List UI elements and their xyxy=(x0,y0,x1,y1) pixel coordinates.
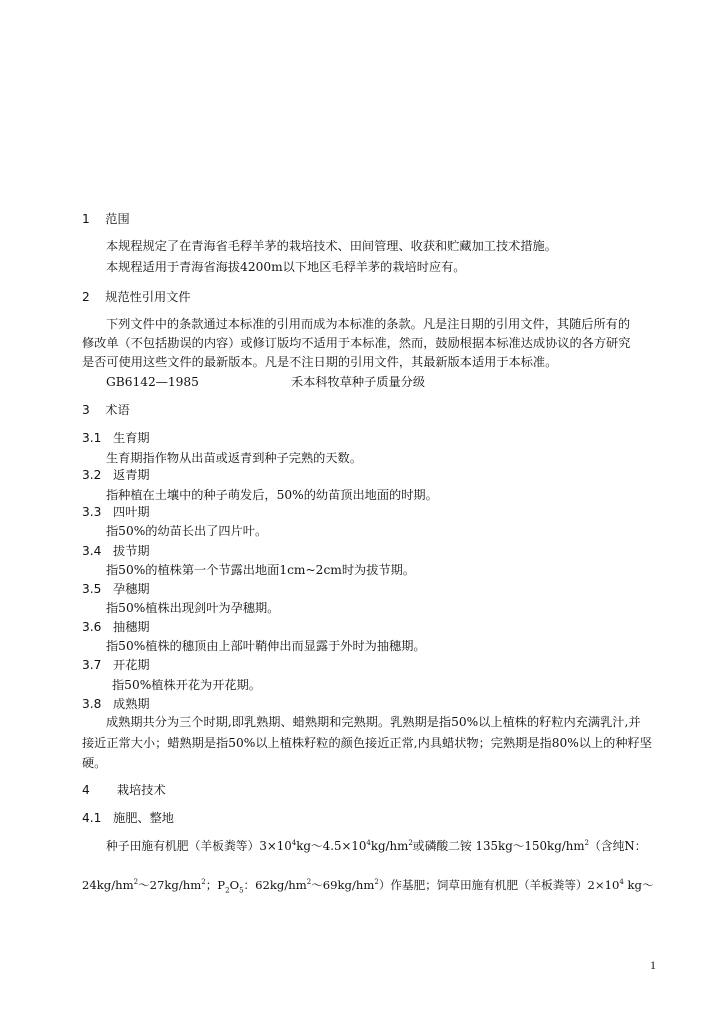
term-number: 3.6 xyxy=(82,620,102,634)
section-title: 术语 xyxy=(105,403,130,417)
term-heading xyxy=(82,619,150,635)
superscript: 4 xyxy=(291,839,297,848)
page-number: 1 xyxy=(650,958,656,972)
superscript: 4 xyxy=(619,878,624,887)
section-number: 1 xyxy=(82,212,90,226)
superscript: 2 xyxy=(408,839,413,848)
text-run: kg～ xyxy=(623,878,654,892)
term-heading xyxy=(82,581,150,597)
superscript: 2 xyxy=(306,878,312,887)
term-number: 3.2 xyxy=(82,468,102,482)
term-heading xyxy=(82,657,150,673)
section-number: 2 xyxy=(82,290,90,304)
text-run: 或磷酸二铵 135kg～150kg/hm xyxy=(412,839,585,853)
term-title: 返青期 xyxy=(113,468,150,482)
term-title: 四叶期 xyxy=(113,505,150,519)
superscript: 4 xyxy=(366,839,371,848)
superscript: 2 xyxy=(201,878,206,887)
section-number: 3 xyxy=(82,403,90,417)
term-title: 成熟期 xyxy=(113,697,150,711)
term-heading xyxy=(82,467,150,483)
paragraph-line: 是否可使用这些文件的最新版本。凡是不注日期的引用文件，其最新版本适用于本标准。 xyxy=(82,355,558,369)
reference-code: GB6142—1985 xyxy=(106,375,199,389)
term-definition: 指50%植株出现剑叶为孕穗期。 xyxy=(106,601,280,615)
section-heading-terms xyxy=(82,402,130,418)
reference-title: 禾本科牧草种子质量分级 xyxy=(291,375,426,389)
section-heading-scope xyxy=(82,211,130,227)
term-definition: 指50%的幼苗长出了四片叶。 xyxy=(106,524,268,538)
subsection-number: 4.1 xyxy=(82,811,102,825)
text-run: ～69kg/hm xyxy=(311,878,375,892)
term-heading xyxy=(82,543,150,559)
term-number: 3.7 xyxy=(82,658,102,672)
paragraph-line: 成熟期共分为三个时期,即乳熟期、蜡熟期和完熟期。乳熟期是指50%以上植株的籽粒内充满乳汁,并 xyxy=(106,715,641,729)
subsection-title: 施肥、整地 xyxy=(113,811,174,825)
term-title: 开花期 xyxy=(113,658,150,672)
paragraph: 本规程适用于青海省海拔4200m以下地区毛稃羊茅的栽培时应有。 xyxy=(106,260,466,274)
term-heading xyxy=(82,696,150,712)
text-run: 种子田施有机肥（羊板粪等）3×10 xyxy=(106,839,292,853)
paragraph-line xyxy=(106,838,647,854)
section-title: 规范性引用文件 xyxy=(105,290,191,304)
term-number: 3.3 xyxy=(82,505,102,519)
paragraph-line: 修改单（不包括勘误的内容）或修订版均不适用于本标准，然而，鼓励根据本标准达成协议的各方研究 xyxy=(82,336,631,350)
text-run: O xyxy=(229,878,240,892)
term-definition: 指50%植株开花为开花期。 xyxy=(112,678,261,692)
text-run: 24kg/hm xyxy=(82,878,134,892)
section-number: 4 xyxy=(82,783,90,797)
term-definition: 生育期指作物从出苗或返青到种子完熟的天数。 xyxy=(106,451,362,465)
text-run: ；P xyxy=(205,878,226,892)
term-title: 生育期 xyxy=(113,431,150,445)
paragraph-line xyxy=(82,877,654,893)
term-definition: 指50%植株的穗顶由上部叶鞘伸出而显露于外时为抽穗期。 xyxy=(106,639,426,653)
term-number: 3.4 xyxy=(82,544,102,558)
text-run: kg/hm xyxy=(370,839,409,853)
term-heading xyxy=(82,430,150,446)
term-title: 孕穗期 xyxy=(113,582,150,596)
term-definition: 指50%的植株第一个节露出地面1cm~2cm时为拔节期。 xyxy=(106,563,415,577)
superscript: 2 xyxy=(584,839,589,848)
reference-entry xyxy=(106,374,425,390)
term-number: 3.1 xyxy=(82,431,102,445)
term-number: 3.8 xyxy=(82,697,102,711)
section-title: 范围 xyxy=(105,212,130,226)
superscript: 2 xyxy=(133,878,139,887)
paragraph-line: 接近正常大小；蜡熟期是指50%以上植株籽粒的颜色接近正常,内具蜡状物；完熟期是指80%以上的种籽坚 xyxy=(82,736,652,750)
superscript: 2 xyxy=(374,878,379,887)
term-heading xyxy=(82,504,150,520)
term-number: 3.5 xyxy=(82,582,102,596)
text-run: （含纯N： xyxy=(589,839,647,853)
term-definition: 指种植在土壤中的种子萌发后，50%的幼苗顶出地面的时期。 xyxy=(106,488,438,502)
text-run: kg～4.5×10 xyxy=(296,839,367,853)
subsection-heading xyxy=(82,810,174,826)
term-title: 拔节期 xyxy=(113,544,150,558)
paragraph-line: 下列文件中的条款通过本标准的引用而成为本标准的条款。凡是注日期的引用文件，其随后所有的 xyxy=(106,317,631,331)
section-heading-normative xyxy=(82,289,191,305)
text-run: ：62kg/hm xyxy=(243,878,307,892)
text-run: ）作基肥；饲草田施有机肥（羊板粪等）2×10 xyxy=(378,878,620,892)
subscript: 2 xyxy=(225,886,230,895)
section-heading-cultivation xyxy=(82,782,166,798)
text-run: ～27kg/hm xyxy=(138,878,202,892)
subscript: 5 xyxy=(239,886,244,895)
term-title: 抽穗期 xyxy=(113,620,150,634)
paragraph-line: 硬。 xyxy=(82,756,107,770)
section-title: 栽培技术 xyxy=(116,783,166,797)
paragraph: 本规程规定了在青海省毛稃羊茅的栽培技术、田间管理、收获和贮藏加工技术措施。 xyxy=(106,239,557,253)
